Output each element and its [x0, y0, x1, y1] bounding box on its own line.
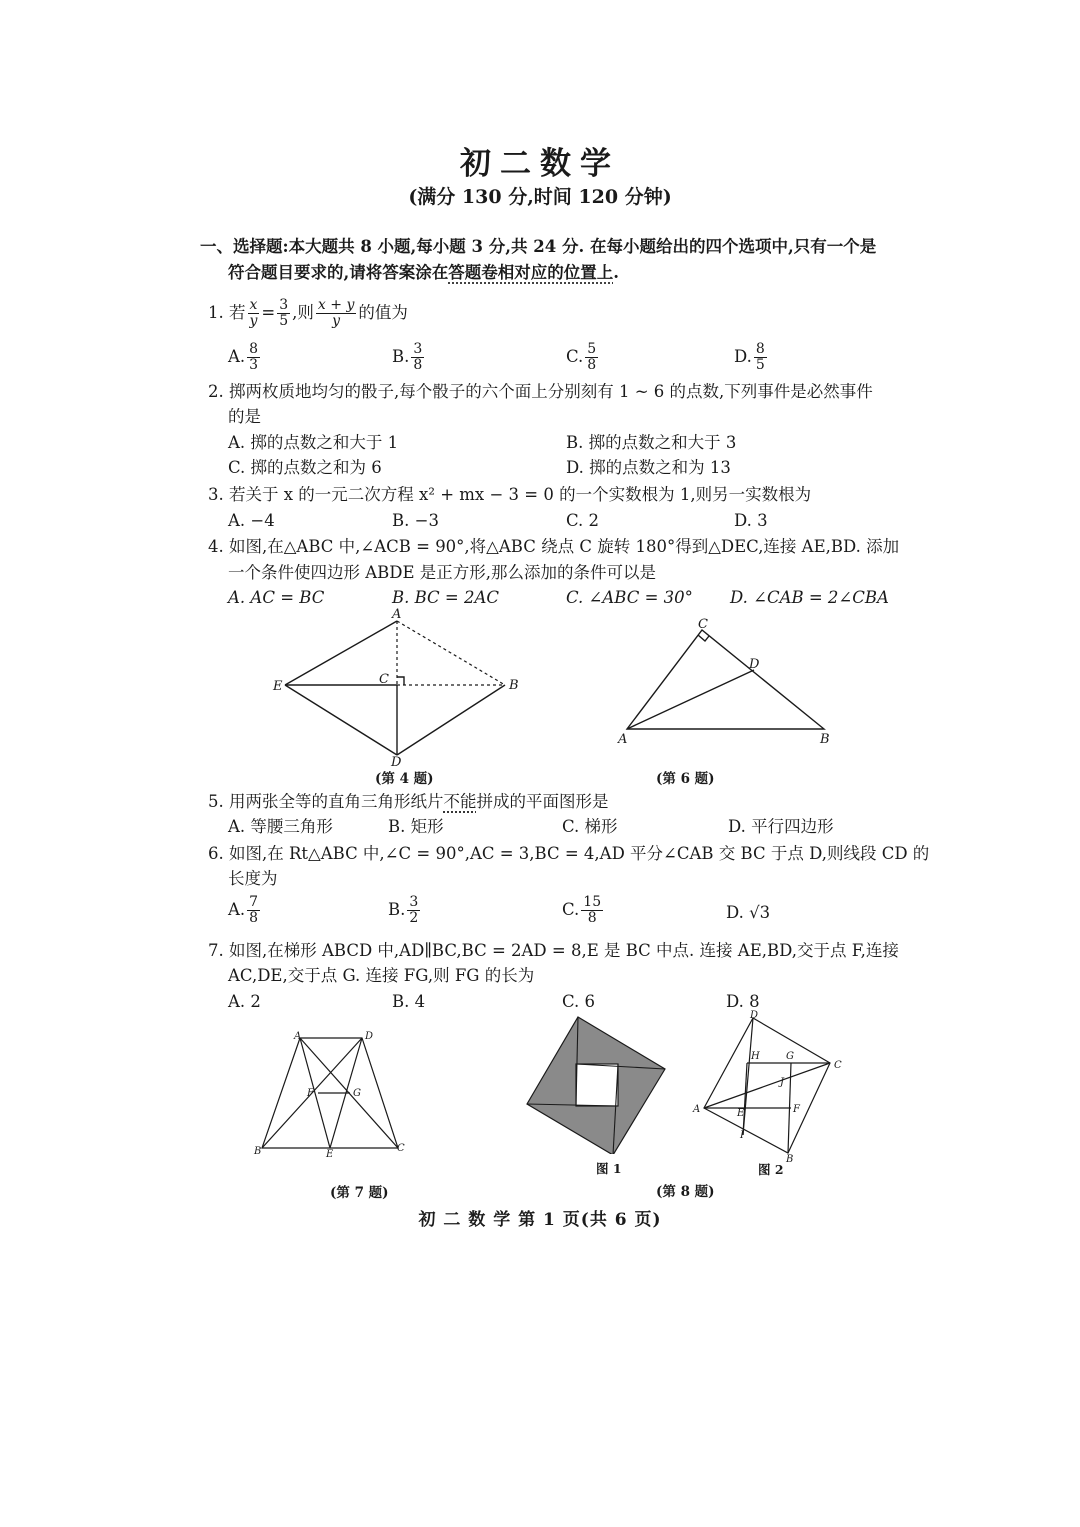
- q1-fraction-3-5: [277, 298, 290, 329]
- q1-b-num: 3: [413, 341, 423, 357]
- figure-4-diagram: [265, 605, 535, 770]
- page-title: 初二数学: [460, 146, 620, 182]
- q4-option-b: B. BC = 2AC: [392, 588, 500, 607]
- fig4-label-c: C: [379, 672, 389, 687]
- q1-fraction-x-over-y: [248, 298, 260, 329]
- section-instruction-text: 符合题目要求的,请将答案涂在: [228, 263, 449, 282]
- question-2-line1: 2. 掷两枚质地均匀的骰子,每个骰子的六个面上分别刻有 1 ~ 6 的点数,下列事件是必然事件: [208, 382, 873, 401]
- q5-stem-emphasis: 不能: [443, 792, 477, 811]
- q7-option-a: A. 2: [228, 992, 261, 1011]
- fig7-label-f: F: [307, 1088, 314, 1099]
- section-instruction-emphasis: 答题卷相对应的位置上: [448, 263, 614, 282]
- q1-d-num: 8: [755, 341, 765, 357]
- fig6-caption: (第 6 题): [656, 771, 715, 787]
- q6-b-num: 3: [409, 894, 419, 910]
- q2-option-a: A. 掷的点数之和大于 1: [228, 433, 399, 452]
- q6-c-den: 8: [587, 910, 597, 926]
- q5-option-d: D. 平行四边形: [728, 817, 834, 836]
- q5-option-c: C. 梯形: [562, 817, 618, 836]
- q1-a-num: 8: [249, 341, 259, 357]
- q5-stem-a: 5. 用两张全等的直角三角形纸片: [208, 792, 444, 811]
- q1-option-b-label: B.: [392, 347, 410, 366]
- fig6-label-b: B: [820, 732, 830, 747]
- fig8-label-g: G: [786, 1051, 794, 1062]
- fig4-edge-db: [397, 685, 505, 755]
- question-6-line2: 长度为: [228, 869, 278, 888]
- fig4-label-d: D: [391, 755, 402, 770]
- fig8-picture-1-label: 图 1: [596, 1161, 622, 1176]
- q2-option-d: D. 掷的点数之和为 13: [566, 458, 731, 477]
- q1-b-den: 8: [413, 357, 423, 373]
- fig8-picture-2-label: 图 2: [758, 1162, 784, 1177]
- q1-f1-num: x: [249, 297, 258, 313]
- q4-option-d: D. ∠CAB = 2∠CBA: [730, 588, 889, 607]
- q1-option-d: [734, 342, 769, 373]
- q3-option-a: A. −4: [228, 511, 275, 530]
- q7-option-c: C. 6: [562, 992, 596, 1011]
- fig7-label-g: G: [353, 1088, 361, 1099]
- question-1-stem: [208, 298, 408, 329]
- q5-stem-b: 拼成的平面图形是: [476, 792, 609, 811]
- fig8-label-h: H: [751, 1051, 760, 1062]
- question-7-line2: AC,DE,交于点 G. 连接 FG,则 FG 的长为: [228, 966, 535, 985]
- q1-option-a-value: [247, 342, 260, 373]
- q1-option-d-value: [754, 342, 767, 373]
- fig6-triangle-abc: [627, 630, 824, 729]
- q6-option-c-value: [581, 895, 603, 926]
- section-instruction-line1: 一、选择题:本大题共 8 小题,每小题 3 分,共 24 分. 在每小题给出的四个选项中,只有一个是: [200, 237, 877, 256]
- fig4-edge-ed: [285, 685, 397, 755]
- question-6-line1: 6. 如图,在 Rt△ABC 中,∠C = 90°,AC = 3,BC = 4,AD 平分∠CAB 交 BC 于点 D,则线段 CD 的: [208, 844, 930, 863]
- q7-option-b: B. 4: [392, 992, 426, 1011]
- q6-option-d: D. √3: [726, 903, 771, 922]
- q1-d-den: 5: [755, 357, 765, 373]
- question-4-line1: 4. 如图,在△ABC 中,∠ACB = 90°,将△ABC 绕点 C 旋转 180°得到△DEC,连接 AE,BD. 添加: [208, 537, 900, 556]
- q6-option-a: [228, 895, 262, 926]
- fig8-inner-square: [576, 1064, 618, 1106]
- fig8-label-a: A: [693, 1104, 701, 1115]
- figure-8-picture-1: [522, 1012, 672, 1154]
- q6-option-b-value: [407, 895, 420, 926]
- q1-f1-den: y: [249, 313, 258, 329]
- fig8-label-b: B: [786, 1154, 794, 1165]
- q1-fraction-target: [316, 298, 356, 329]
- fig7-label-e: E: [326, 1149, 334, 1160]
- q6-option-c: [562, 895, 605, 926]
- q6-a-den: 8: [249, 910, 259, 926]
- question-7-line1: 7. 如图,在梯形 ABCD 中,AD∥BC,BC = 2AD = 8,E 是 BC 中点. 连接 AE,BD,交于点 F,连接: [208, 941, 899, 960]
- fig8-label-c: C: [834, 1060, 842, 1071]
- page-subtitle: (满分 130 分,时间 120 分钟): [408, 186, 672, 208]
- q7-option-d: D. 8: [726, 992, 760, 1011]
- fig4-edge-ab-dashed: [397, 621, 505, 685]
- q1-option-c: [566, 342, 600, 373]
- q6-option-c-label: C.: [562, 900, 580, 919]
- q1-f3-num: x + y: [317, 297, 355, 313]
- fig4-label-e: E: [273, 679, 283, 694]
- q6-option-a-value: [247, 895, 260, 926]
- fig4-caption: (第 4 题): [375, 771, 434, 787]
- q1-f2-den: 5: [279, 313, 289, 329]
- q1-option-b-value: [411, 342, 424, 373]
- fig7-label-d: D: [365, 1031, 374, 1042]
- q1-option-c-value: [585, 342, 598, 373]
- q6-b-den: 2: [409, 910, 419, 926]
- q1-option-d-label: D.: [734, 347, 752, 366]
- fig7-label-a: A: [294, 1031, 302, 1042]
- figure-7-diagram: [250, 1030, 410, 1160]
- fig8-label-i: I: [740, 1130, 744, 1141]
- fig7-label-c: C: [397, 1143, 405, 1154]
- question-5-stem: [208, 791, 609, 813]
- fig6-right-angle-mark: [698, 635, 709, 641]
- question-4-line2: 一个条件使四边形 ABDE 是正方形,那么添加的条件可以是: [228, 563, 657, 582]
- fig4-label-b: B: [509, 678, 519, 693]
- q6-a-num: 7: [249, 894, 259, 910]
- q1-option-b: [392, 342, 426, 373]
- fig6-label-c: C: [698, 617, 708, 632]
- fig4-right-angle-mark: [397, 677, 404, 685]
- fig6-label-a: A: [618, 732, 628, 747]
- fig8-label-e: E: [737, 1108, 745, 1119]
- q2-option-b: B. 掷的点数之和大于 3: [566, 433, 737, 452]
- q1-a-den: 3: [249, 357, 259, 373]
- q6-option-a-label: A.: [228, 900, 246, 919]
- q6-c-num: 15: [583, 894, 602, 910]
- q1-option-c-label: C.: [566, 347, 584, 366]
- section-instruction-line2: [228, 262, 619, 284]
- q1-f2-num: 3: [279, 297, 289, 313]
- page-footer: 初 二 数 学 第 1 页(共 6 页): [418, 1210, 662, 1230]
- question-3-stem: 3. 若关于 x 的一元二次方程 x² + mx − 3 = 0 的一个实数根为 1,则另一实数根为: [208, 485, 812, 504]
- q1-c-num: 5: [587, 341, 597, 357]
- q1-option-a: [228, 342, 262, 373]
- q1-suffix: 的值为: [358, 303, 408, 322]
- figure-6-diagram: [612, 612, 837, 750]
- fig8-label-j: J: [780, 1077, 785, 1088]
- fig6-label-d: D: [749, 657, 760, 672]
- fig7-caption: (第 7 题): [330, 1185, 389, 1201]
- q3-option-d: D. 3: [734, 511, 768, 530]
- q1-f3-den: y: [332, 313, 341, 329]
- fig8-caption: (第 8 题): [656, 1184, 715, 1200]
- q5-option-a: A. 等腰三角形: [228, 817, 333, 836]
- fig6-segment-ad: [627, 670, 754, 729]
- figure-8-picture-2: [690, 1010, 850, 1165]
- fig8-label-d: D: [750, 1010, 759, 1021]
- q3-option-b: B. −3: [392, 511, 439, 530]
- q6-option-b-label: B.: [388, 900, 406, 919]
- q1-option-a-label: A.: [228, 347, 246, 366]
- question-2-line2: 的是: [228, 407, 261, 426]
- section-instruction-end: .: [613, 263, 619, 282]
- fig4-label-a: A: [392, 607, 402, 622]
- q1-prefix: 1. 若: [208, 303, 246, 322]
- q1-then: ,则: [292, 303, 314, 322]
- q3-option-c: C. 2: [566, 511, 600, 530]
- fig8-seg-a-c: [704, 1063, 830, 1108]
- q6-option-b: [388, 895, 422, 926]
- fig8-label-f: F: [793, 1104, 800, 1115]
- q1-eq: =: [261, 303, 276, 322]
- q5-option-b: B. 矩形: [388, 817, 444, 836]
- fig7-label-b: B: [254, 1146, 262, 1157]
- q1-c-den: 8: [587, 357, 597, 373]
- q2-option-c: C. 掷的点数之和为 6: [228, 458, 382, 477]
- q4-option-a: A. AC = BC: [228, 588, 325, 607]
- q4-option-c: C. ∠ABC = 30°: [566, 588, 693, 607]
